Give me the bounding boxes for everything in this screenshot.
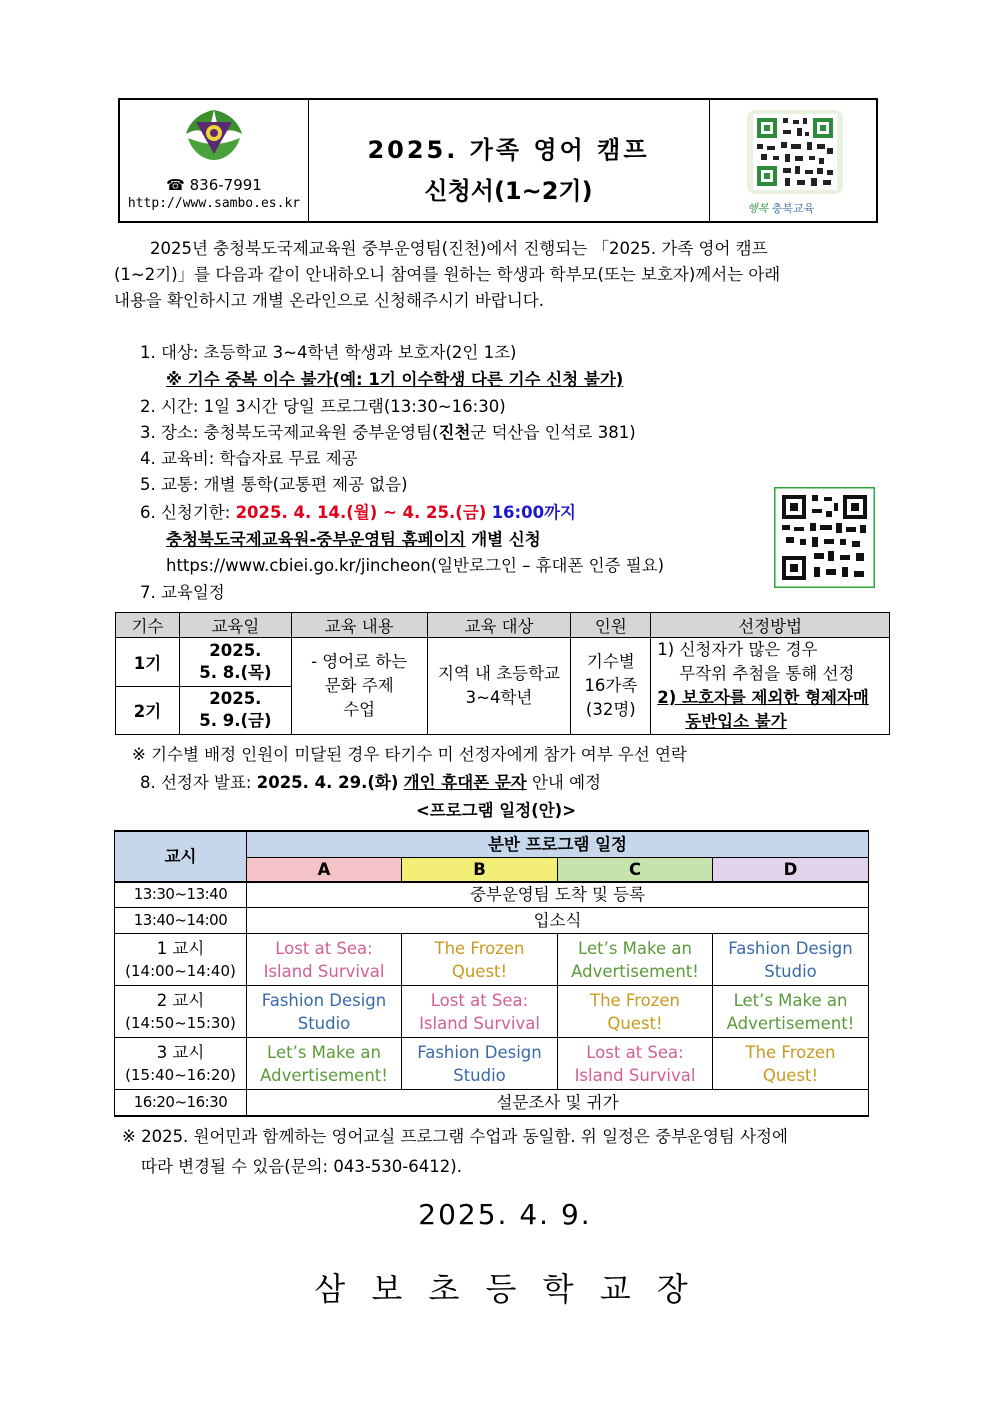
program-line-1: Let’s Make an (733, 990, 848, 1010)
table-row (115, 934, 869, 986)
target-cell (427, 638, 571, 735)
place-bold: 진천 (438, 423, 471, 442)
period-time: (15:40~16:20) (125, 1065, 236, 1084)
program-line-2: Studio (297, 1013, 351, 1033)
apply-note: (일반로그인 – 휴대폰 인증 필요) (430, 556, 665, 575)
item-schedule-heading: 7. 교육일정 (140, 583, 225, 602)
program-cell (247, 1038, 402, 1090)
footer-note-1: ※ 2025. 원어민과 함께하는 영어교실 프로그램 수업과 동일함. 위 일정은 중부운영팀 사정에 (122, 1127, 788, 1146)
program-cell (713, 934, 869, 986)
program-line-2: Quest! (451, 961, 508, 981)
method-cell (651, 638, 890, 735)
place-suffix: 군 덕산읍 인석로 381) (470, 423, 636, 442)
item-time: 2. 시간: 1일 3시간 당일 프로그램(13:30~16:30) (140, 397, 506, 416)
method-1-line-1: 1) 신청자가 많은 경우 (657, 640, 818, 659)
period-cell (115, 934, 247, 986)
time-cell: 13:30~13:40 (115, 882, 247, 908)
program-line-1: Fashion Design (417, 1042, 542, 1062)
period-label: 2 교시 (156, 990, 205, 1010)
intro-line-1: 2025년 충청북도국제교육원 중부운영팀(진천)에서 진행되는 「2025. 가족 영어 캠프 (150, 239, 768, 258)
program-line-2: Island Survival (574, 1065, 696, 1085)
page-subtitle: 신청서(1~2기) (424, 177, 593, 205)
qr-code-icon[interactable] (747, 110, 843, 194)
program-line-2: Quest! (762, 1065, 819, 1085)
program-line-1: The Frozen (589, 990, 680, 1010)
program-cell (247, 986, 402, 1038)
period-label: 3 교시 (156, 1042, 205, 1062)
group-b: B (402, 857, 558, 882)
target-line-1: 지역 내 초등학교 (437, 664, 561, 683)
merged-cell: 설문조사 및 귀가 (247, 1090, 869, 1116)
table-row (115, 986, 869, 1038)
method-2-line-2: 동반입소 불가 (685, 712, 787, 731)
group-a: A (247, 857, 402, 882)
content-line-3: 수업 (343, 700, 376, 719)
program-cell (558, 1038, 713, 1090)
header-count: 인원 (571, 613, 651, 638)
program-cell (713, 1038, 869, 1090)
method-2-line-1: 2) 보호자를 제외한 형제자매 (657, 688, 869, 707)
count-line-3: (32명) (585, 700, 636, 719)
group-c: C (558, 857, 713, 882)
program-line-2: Studio (453, 1065, 506, 1085)
announce-prefix: 8. 선정자 발표: (140, 773, 257, 792)
item-transport: 5. 교통: 개별 통학(교통편 제공 없음) (140, 475, 408, 494)
period-cell (115, 986, 247, 1038)
program-line-2: Quest! (607, 1013, 663, 1033)
period-time: (14:00~14:40) (125, 961, 236, 980)
title-block (308, 100, 710, 221)
period-header: 교시 (115, 831, 247, 882)
apply-qr-code-icon[interactable] (774, 487, 875, 588)
time-cell: 16:20~16:30 (115, 1090, 247, 1116)
program-cell (558, 986, 713, 1038)
table-row (115, 882, 869, 908)
program-line-1: Lost at Sea: (275, 938, 373, 958)
group-d: D (713, 857, 869, 882)
content-cell (291, 638, 427, 735)
program-line-2: Island Survival (419, 1013, 540, 1033)
item-fee: 4. 교육비: 학습자료 무료 제공 (140, 449, 358, 468)
program-line-1: The Frozen (434, 938, 525, 958)
cohort-2: 2기 (116, 686, 180, 735)
qr-block (709, 100, 876, 221)
cohort-1: 1기 (116, 638, 180, 687)
header-content: 교육 내용 (291, 613, 427, 638)
qr-caption-left: 행복 (747, 202, 772, 215)
program-line-2: Advertisement! (571, 961, 699, 981)
date-2-day: 5. 9.(금) (199, 711, 272, 731)
program-cell (247, 934, 402, 986)
announce-suffix: 안내 예정 (526, 773, 601, 792)
time-cell: 13:40~14:00 (115, 908, 247, 934)
selection-table-header (116, 613, 890, 638)
header-method: 선정방법 (651, 613, 890, 638)
qr-caption-right: 충북교육 (771, 202, 815, 215)
program-cell (713, 986, 869, 1038)
group-header: 분반 프로그램 일정 (247, 831, 869, 857)
content-line-1: - 영어로 하는 (311, 652, 408, 671)
count-line-1: 기수별 (586, 652, 635, 671)
selection-table (115, 612, 890, 735)
date-2 (179, 686, 291, 735)
program-line-1: Let’s Make an (267, 1042, 381, 1062)
qr-caption (747, 200, 814, 216)
date-1 (179, 638, 291, 687)
period-cell (115, 1038, 247, 1090)
item-place (140, 420, 636, 446)
table-row (115, 1090, 869, 1116)
program-cell (402, 1038, 558, 1090)
table-row (116, 638, 890, 687)
intro-line-2: (1~2기)」를 다음과 같이 안내하오니 참여를 원하는 학생과 학부모(또는 보호자)께서는 아래 (114, 265, 781, 284)
apply-url[interactable]: https://www.cbiei.go.kr/jincheon (166, 556, 431, 575)
program-line-2: Island Survival (263, 961, 385, 981)
deadline-dates: 2025. 4. 14.(월) ~ 4. 25.(금) (235, 503, 487, 522)
cohort-note: ※ 기수별 배정 인원이 미달된 경우 타기수 미 선정자에게 참가 여부 우선 연락 (132, 745, 687, 764)
content-line-2: 문화 주제 (324, 676, 394, 695)
count-cell (571, 638, 651, 735)
schedule-header-row (115, 831, 869, 857)
date-2-year: 2025. (209, 689, 262, 709)
document-header (118, 98, 878, 223)
apply-method: 개별 신청 (465, 530, 541, 549)
school-website[interactable]: http://www.sambo.es.kr (127, 196, 301, 211)
school-phone: ☎ 836-7991 (166, 176, 262, 194)
table-row (115, 908, 869, 934)
target-line-2: 3~4학년 (465, 688, 533, 707)
place-prefix: 3. 장소: 충청북도국제교육원 중부운영팀( (140, 423, 439, 442)
school-info (120, 100, 309, 221)
period-time: (14:50~15:30) (125, 1013, 236, 1032)
item-target: 1. 대상: 초등학교 3~4학년 학생과 보호자(2인 1조) (140, 343, 517, 362)
item-apply (166, 527, 541, 553)
school-emblem-icon (182, 106, 246, 164)
deadline-suffix: 까지 (544, 503, 576, 522)
schedule-table (114, 830, 869, 1117)
count-line-2: 16가족 (584, 676, 638, 695)
date-1-year: 2025. (209, 640, 262, 660)
date-1-day: 5. 8.(목) (199, 662, 272, 682)
header-date: 교육일 (179, 613, 291, 638)
signature: 삼 보 초 등 학 교 장 (314, 1270, 696, 1308)
program-line-2: Advertisement! (726, 1013, 855, 1033)
program-line-1: Lost at Sea: (430, 990, 529, 1010)
footer-note-2: 따라 변경될 수 있음(문의: 043-530-6412). (141, 1157, 462, 1176)
header-cohort: 기수 (116, 613, 180, 638)
program-cell (558, 934, 713, 986)
program-line-2: Advertisement! (260, 1065, 388, 1085)
method-1-line-2: 무작위 추첨을 통해 선정 (679, 664, 855, 683)
header-target: 교육 대상 (427, 613, 571, 638)
item-apply-url (166, 553, 664, 579)
deadline-time: 16:00 (491, 503, 545, 522)
program-line-1: Lost at Sea: (586, 1042, 684, 1062)
program-line-2: Studio (764, 961, 817, 981)
program-line-1: Fashion Design (261, 990, 387, 1010)
announce-line (140, 770, 601, 796)
page-title: 2025. 가족 영어 캠프 (367, 136, 650, 164)
program-cell (402, 986, 558, 1038)
item-deadline (140, 500, 576, 526)
table-row (115, 1038, 869, 1090)
item-target-note: ※ 기수 중복 이수 불가(예: 1기 이수학생 다른 기수 신청 불가) (166, 370, 624, 389)
merged-cell: 입소식 (247, 908, 869, 934)
merged-cell: 중부운영팀 도착 및 등록 (247, 882, 869, 908)
program-line-1: Let’s Make an (578, 938, 692, 958)
intro-line-3: 내용을 확인하시고 개별 온라인으로 신청해주시기 바랍니다. (114, 291, 544, 310)
program-line-1: The Frozen (745, 1042, 836, 1062)
program-title: <프로그램 일정(안)> (415, 801, 577, 820)
period-label: 1 교시 (156, 938, 205, 958)
program-cell (402, 934, 558, 986)
deadline-prefix: 6. 신청기한: (140, 503, 236, 522)
program-line-1: Fashion Design (728, 938, 853, 958)
apply-where[interactable]: 충청북도국제교육원-중부운영팀 홈페이지 (166, 530, 466, 549)
announce-date: 2025. 4. 29.(화) (256, 773, 399, 792)
announce-method: 개인 휴대폰 문자 (403, 773, 527, 792)
issue-date: 2025. 4. 9. (418, 1198, 592, 1231)
